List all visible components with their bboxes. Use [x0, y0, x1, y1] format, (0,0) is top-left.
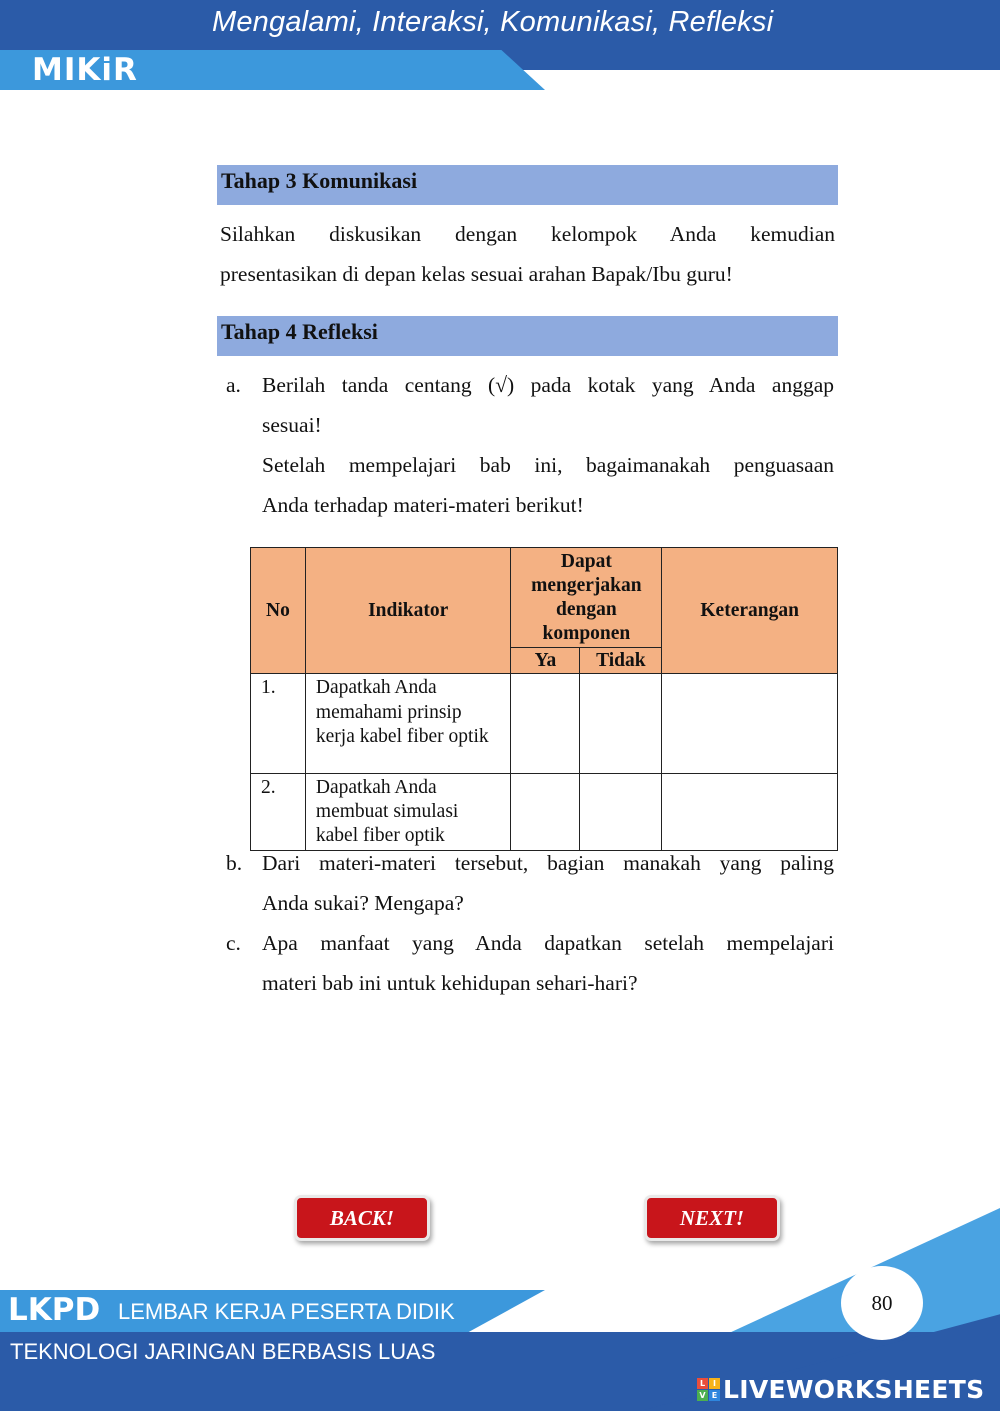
footer-subject: TEKNOLOGI JARINGAN BERBASIS LUAS — [10, 1339, 436, 1364]
keterangan-cell[interactable] — [662, 774, 838, 851]
brand-logo: MIKiR — [32, 52, 138, 88]
paragraph-line: Anda terhadap materi-materi berikut! — [262, 493, 584, 517]
paragraph-line: materi bab ini untuk kehidupan sehari-hari? — [262, 971, 638, 995]
liveworksheets-icon: L I V E — [697, 1378, 720, 1401]
paragraph-line: Dari materi-materi tersebut, bagian manakah yang paling — [262, 851, 834, 875]
liveworksheets-logo — [697, 1375, 984, 1404]
checkbox-cell-ya[interactable] — [511, 674, 580, 774]
paragraph-line: Anda sukai? Mengapa? — [262, 891, 464, 915]
liveworksheets-text: LIVEWORKSHEETS — [723, 1375, 985, 1404]
row-indikator: Dapatkah Anda membuat simulasi kabel fiber optik — [305, 774, 511, 851]
paragraph-line: Setelah mempelajari bab ini, bagaimanakah penguasaan — [262, 453, 834, 477]
next-button[interactable]: NEXT! — [644, 1195, 780, 1241]
col-header-no: No — [251, 548, 306, 674]
row-no: 2. — [251, 774, 306, 851]
col-header-tidak: Tidak — [580, 648, 662, 674]
footer-lkpd-full: LEMBAR KERJA PESERTA DIDIK — [118, 1299, 455, 1324]
col-header-dapat: Dapat mengerjakan dengan komponen — [511, 548, 662, 648]
footer-lkpd-logo: LKPD — [8, 1292, 101, 1328]
col-header-ya: Ya — [511, 648, 580, 674]
page-header — [0, 0, 1000, 92]
paragraph-line: Silahkan diskusikan dengan kelompok Anda kemudian — [220, 222, 835, 246]
item-a-text — [262, 365, 834, 525]
paragraph-line: sesuai! — [262, 413, 322, 437]
paragraph-line: presentasikan di depan kelas sesuai arahan Bapak/Ibu guru! — [220, 262, 733, 286]
section-heading-tahap3: Tahap 3 Komunikasi — [217, 165, 838, 205]
item-b-text — [262, 843, 834, 923]
col-header-keterangan: Keterangan — [662, 548, 838, 674]
paragraph-line: Berilah tanda centang (√) pada kotak yang Anda anggap — [262, 373, 834, 397]
list-marker-a: a. — [226, 373, 241, 397]
checkbox-cell-tidak[interactable] — [580, 674, 662, 774]
list-marker-b: b. — [226, 851, 243, 875]
checkbox-cell-ya[interactable] — [511, 774, 580, 851]
keterangan-cell[interactable] — [662, 674, 838, 774]
reflection-table — [250, 547, 838, 851]
checkbox-cell-tidak[interactable] — [580, 774, 662, 851]
item-c-text — [262, 923, 834, 1003]
page-number: 80 — [841, 1266, 923, 1340]
paragraph-line: Apa manfaat yang Anda dapatkan setelah mempelajari — [262, 931, 834, 955]
row-indikator: Dapatkah Anda memahami prinsip kerja kabel fiber optik — [305, 674, 511, 774]
table-row — [251, 674, 838, 774]
list-marker-c: c. — [226, 931, 241, 955]
tahap3-paragraph — [220, 214, 835, 294]
header-accent-band — [480, 50, 1000, 70]
table-row — [251, 774, 838, 851]
header-title: Mengalami, Interaksi, Komunikasi, Refleksi — [212, 6, 774, 38]
col-header-indikator: Indikator — [305, 548, 511, 674]
row-no: 1. — [251, 674, 306, 774]
section-heading-tahap4: Tahap 4 Refleksi — [217, 316, 838, 356]
back-button[interactable]: BACK! — [294, 1195, 430, 1241]
